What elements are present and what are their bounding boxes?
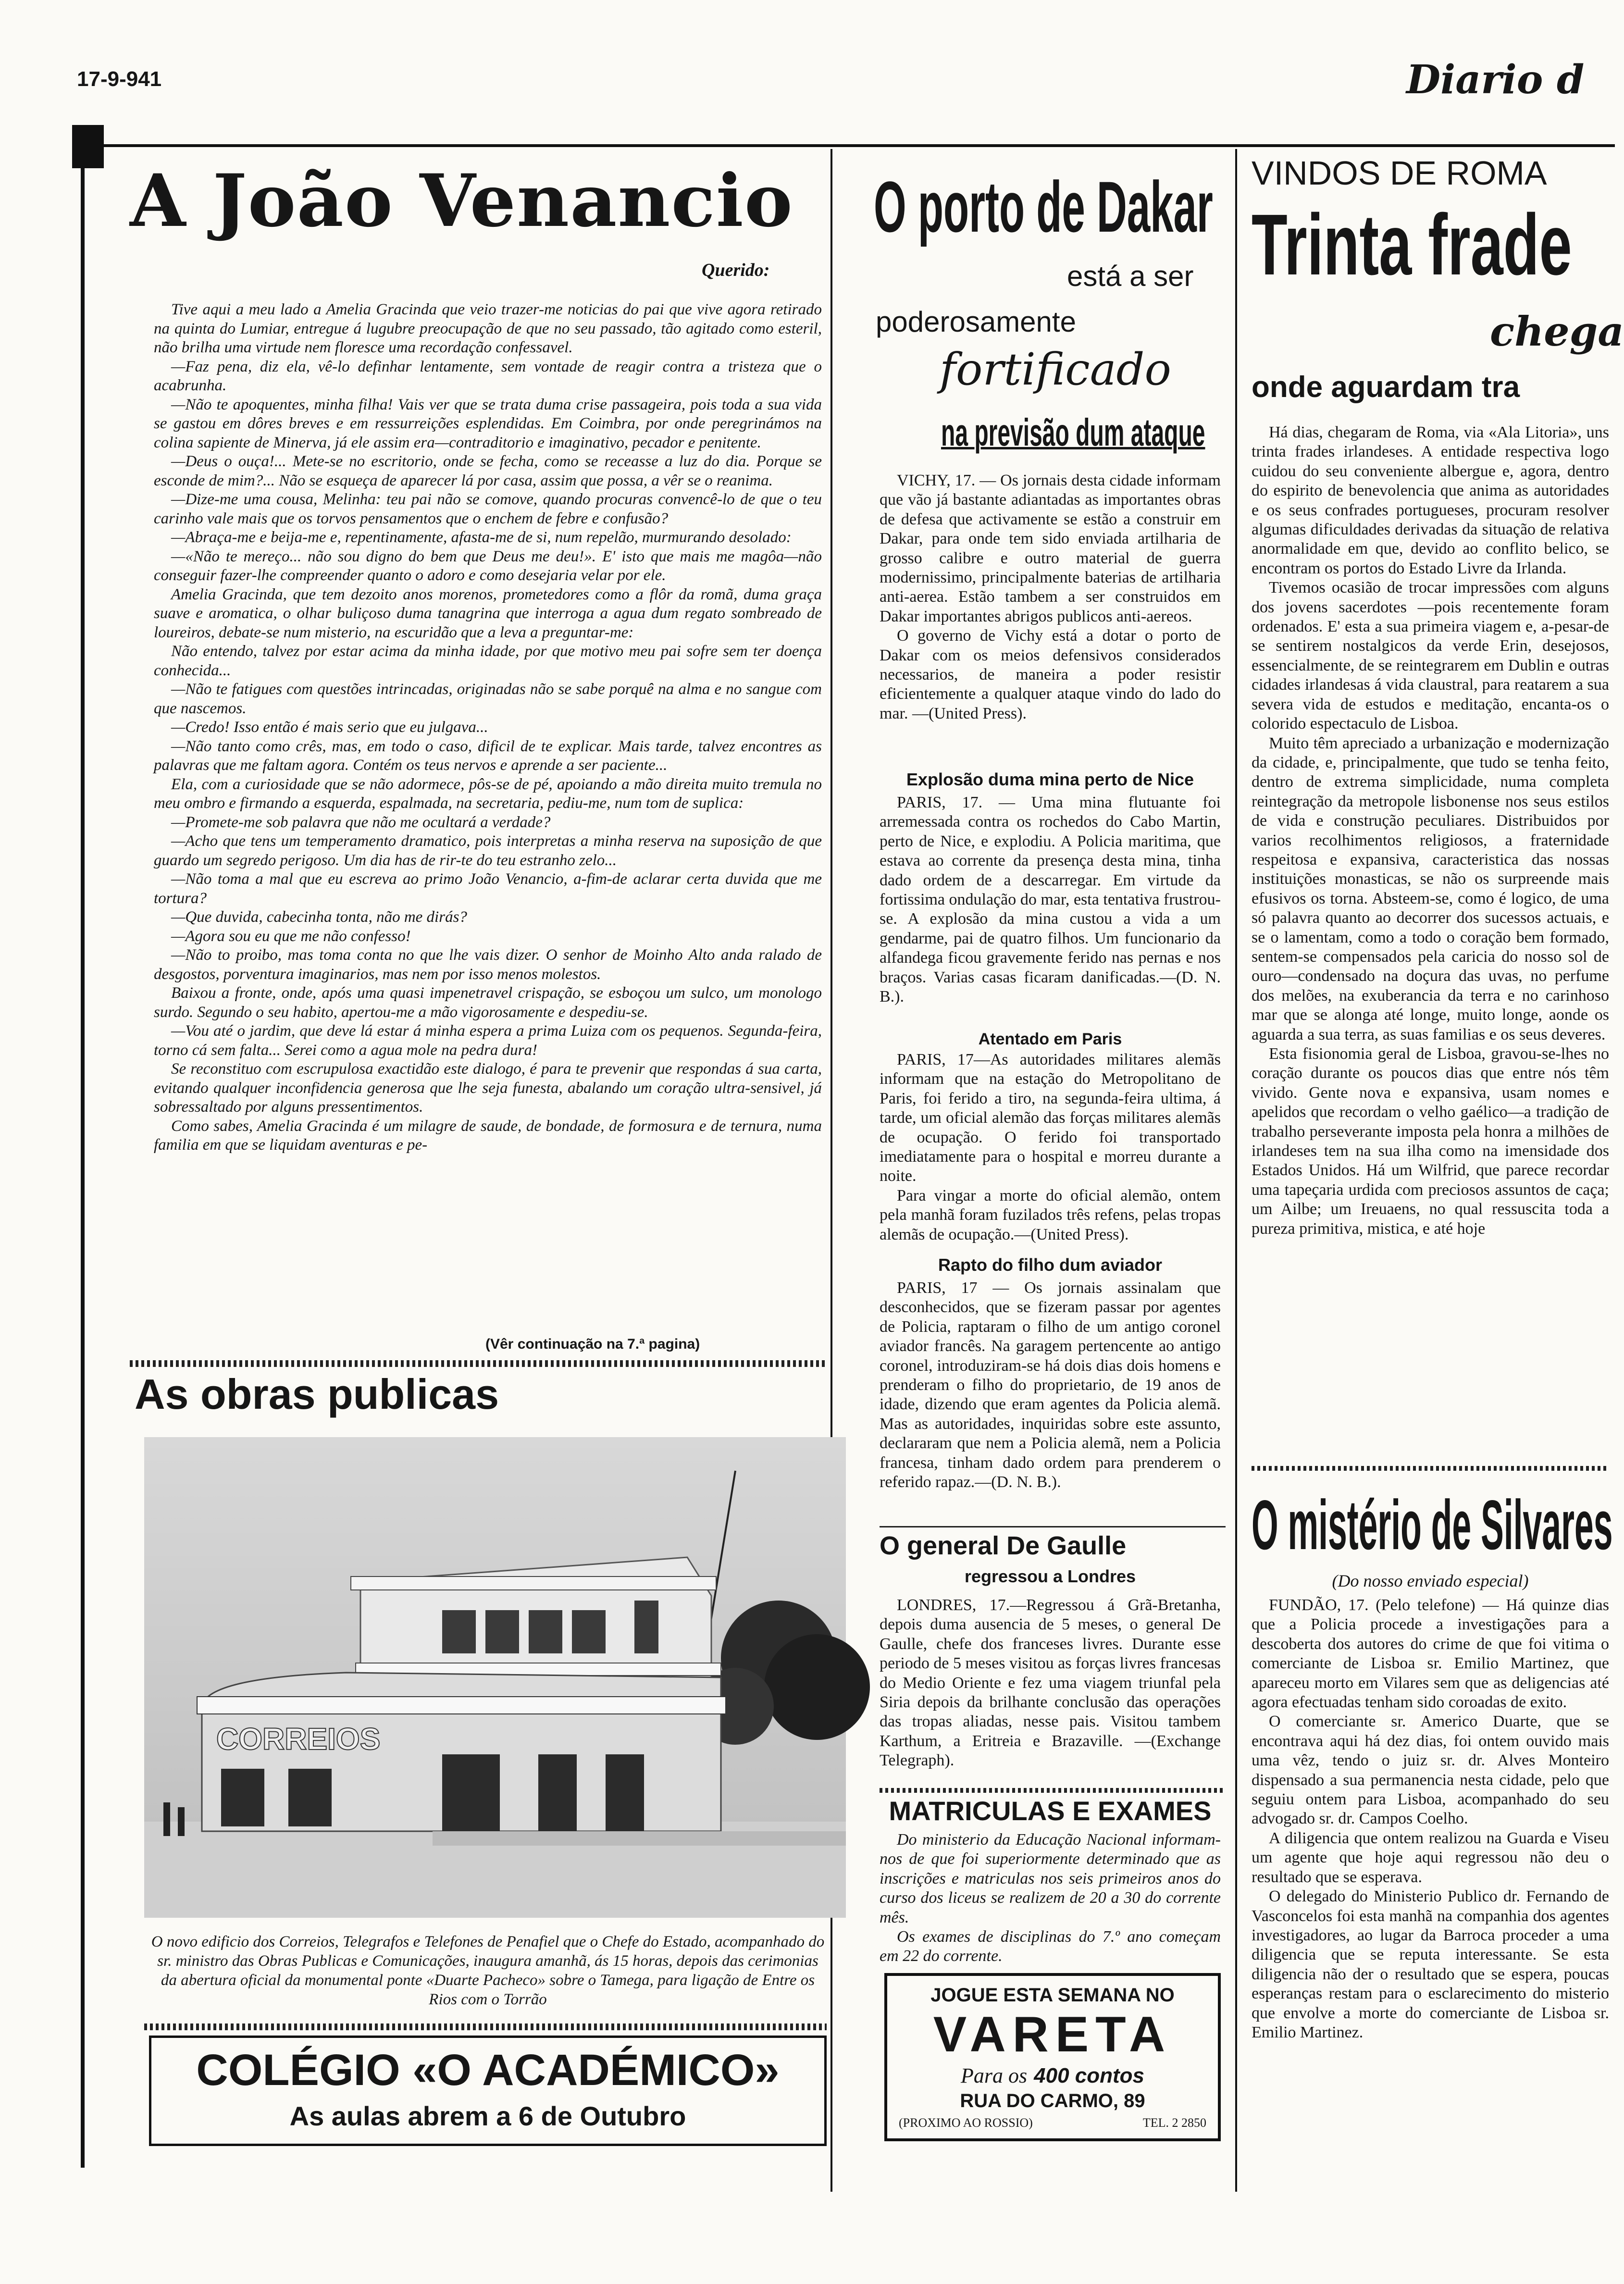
venancio-continuation: (Vêr continuação na 7.ª pagina)	[485, 1336, 700, 1352]
photo-sign: CORREIOS	[216, 1722, 381, 1756]
nice-title: Explosão duma mina perto de Nice	[906, 770, 1194, 789]
paragraph: Para vingar a morte do oficial alemão, ontem pela manhã foram fuzilados três refens, pelas tropas alemãs de ocupação.—(United Press).	[880, 1186, 1221, 1243]
matriculas-title: MATRICULAS E EXAMES	[889, 1796, 1212, 1826]
paragraph: —Abraça-me e beija-me e, repentinamente, afasta-me de si, num repelão, murmurando desolado:	[171, 529, 792, 546]
venancio-salutation: Querido:	[702, 260, 770, 280]
venancio-divider	[130, 1360, 827, 1367]
roma-line3: onde aguardam tra	[1252, 371, 1520, 404]
paragraph: Muito têm apreciado a urbanização e modernização da cidade, e, principalmente, que tudo se tenha feito, dentro de extrema simplicidade, numa completa reintegração da metropole lisbonense nos seus estilos de vida e construção peculiares. Distribuidos por varios recolhimentos religiosos, a fraternidade respeitosa e expansiva, caracteristica das nossas instituições monasticas, se não os surpreende mais efusivos os torna. Absteem-se, como é logico, de uma só palavra quanto ao decorrer dos sucessos actuais, e se o lamentam, como a todo o coração bem formado, sentem-se compensados pela caricia do nosso sol de ouro—condensado na doçura das uvas, no perfume dos melões, na exuberancia da terra e no carinhoso mar que se alonga até longe, muito longe, aonde os aguarda a sua terra, as suas familias e os seus deveres.	[1252, 734, 1609, 1043]
paragraph: —Vou até o jardim, que deve lá estar á minha espera a prima Luiza com os pequenos. Segunda-feira, torno cá sem falta... Serei como a agua mole na pedra dura!	[154, 1022, 822, 1059]
paragraph: O delegado do Ministerio Publico dr. Fernando de Vasconcelos foi esta manhã na companhia dos agentes investigadores, ao lugar da Barroca proceder a uma diligencia que se reputa interessante. Se esta diligencia não der o resultado que se espera, poucas esperanças restam para o esclarecimento do misterio que envolve a morte do comerciante de Lisboa sr. Emilio Martinez.	[1252, 1887, 1609, 2041]
gaulle-subtitle: regressou a Londres	[964, 1566, 1136, 1586]
venancio-title: A João Venancio	[130, 159, 793, 243]
paragraph: Esta fisionomia geral de Lisboa, gravou-se-lhes no coração durante os poucos dias que entre nós têm vivido. Gente nova e expansiva, usam nomes e apelidos que recordam o velho gaélico—a tradição de trabalho perseverante imposta pela honra a milhões de irlandeses tem na sua ilha como na imensidade dos Estados Unidos. Há um Wilfrid, que parece recordar uma tapeçaria urdida com preciosos assuntos de caça; um Ailbe; um Ireuaens, no qual ressuscita toda a pureza primitiva, mistica, e até hoje	[1252, 1045, 1609, 1238]
paragraph: Como sabes, Amelia Gracinda é um milagre de saude, de bondade, de formosura e de ternura, numa familia em que se liquidam aventuras e pe-	[154, 1117, 822, 1154]
nice-body	[880, 793, 1221, 1024]
roma-kicker: VINDOS DE ROMA	[1252, 154, 1547, 192]
silvares-title: O mistério de Silvares	[1252, 1486, 1613, 1564]
dakar-line1: está a ser	[1067, 260, 1194, 292]
vareta-prize: 400 contos	[1034, 2064, 1144, 2087]
colegio-title: COLÉGIO «O ACADÉMICO»	[196, 2046, 780, 2095]
masthead: Diario d	[1406, 57, 1585, 103]
paragraph: —Dize-me uma cousa, Melinha: teu pai não se comove, quando procuras convencê-lo de que o teu carinho vale mais que os torvos pensamentos que o enchem de febre e confusão?	[154, 491, 822, 527]
paragraph: Amelia Gracinda, que tem dezoito anos morenos, prometedores como a flôr da romã, duma graça suave e aromatica, o olhar buliçoso duma tanagrina que interroga a agua dum regato sombreado de loureiros, debate-se num misterio, na escuridão que a leva a preguntar-me:	[154, 585, 822, 641]
roma-title: Trinta frade	[1252, 197, 1572, 293]
paragraph: A diligencia que ontem realizou na Guarda e Viseu um agente que hoje aqui regressou não deu o resultado que se esperava.	[1252, 1829, 1609, 1886]
paragraph: Tivemos ocasião de trocar impressões com alguns dos jovens sacerdotes —pois recentemente foram ordenados. E' esta a sua primeira viagem e, a-pesar-de se sentirem nostalgicos da verde Erin, desejosos, essencialmente, de se reintegrarem em Dublin e outras cidades irlandesas á vida claustral, para reatarem a sua severa vida de estudos e meditação, encanta-os o colorido espectaculo de Lisboa.	[1252, 579, 1609, 733]
vareta-near: (PROXIMO AO ROSSIO)	[899, 2116, 1033, 2130]
paragraph: Ela, com a curiosidade que se não adormece, pôs-se de pé, apoiando a mão direita muito tremula no meu ombro e firmando a esquerda, espalmada, na secretaria, pediu-me, num tom de suplica:	[154, 775, 822, 812]
paragraph: Baixou a fronte, onde, após uma quasi impenetravel crispação, se esboçou um sulco, um monologo surdo. Segundo o seu habito, apertou-me a mão vigorosamente e despediu-se.	[154, 984, 822, 1021]
gaulle-title: O general De Gaulle	[880, 1531, 1127, 1560]
paragraph: Se reconstituo com escrupulosa exactidão este dialogo, é para te prevenir que respondas á sua carta, evitando qualquer inconfidencia generosa que lhe seja funesta, abalando um coração ultra-sensivel, já sobressaltado por alguns pressentimentos.	[154, 1060, 822, 1116]
gaulle-body	[880, 1596, 1221, 1788]
paragraph: —Faz pena, diz ela, vê-lo definhar lentamente, sem vontade de reagir contra a tristeza que o acabrunha.	[154, 358, 822, 394]
paragraph: —Credo! Isso então é mais serio que eu julgava...	[171, 719, 488, 736]
paragraph: —Não toma a mal que eu escreva ao primo João Venancio, a-fim-de aclarar certa duvida que me tortura?	[154, 870, 822, 907]
left-frame-line	[81, 168, 85, 2168]
paragraph: Não entendo, talvez por estar acima da minha idade, por que motivo meu pai sofre sem ter doença conhecida...	[154, 643, 822, 679]
paragraph: —Agora sou eu que me não confesso!	[171, 927, 411, 945]
paragraph: Do ministerio da Educação Nacional informam-nos de que foi superiormente determinado que as inscrições e matriculas nos seis primeiros anos do curso dos liceus se realizem de 20 a 30 do corrente mês.	[880, 1831, 1221, 1926]
paragraph: —Não to proibo, mas toma conta no que lhe vais dizer. O senhor de Moinho Alto anda ralado de desgostos, porventura imaginarios, mas nem por isso menos molestos.	[154, 946, 822, 983]
paragraph: —Não te apoquentes, minha filha! Vais ver que se trata duma crise passageira, pois toda a sua vida se gastou em dôres breves e em ressurreições esplendidas. Em Coimbra, por onde peregrinámos na colina sapiente de Minerva, já ele assim era—contraditorio e imaginativo, pecador e penitente.	[154, 396, 822, 451]
paragraph: —Que duvida, cabecinha tonta, não me dirás?	[171, 908, 467, 926]
roma-title-box	[1252, 197, 1607, 293]
matriculas-body	[880, 1830, 1221, 1965]
dakar-line4-text: na previsão dum ataque	[941, 411, 1205, 454]
dakar-title	[874, 166, 1213, 248]
paragraph: Os exames de disciplinas do 7.º ano começam em 22 do corrente.	[880, 1928, 1221, 1965]
vareta-footer	[887, 2113, 1218, 2130]
roma-line2: chega	[1490, 308, 1624, 355]
obras-caption: O novo edificio dos Correios, Telegrafos e Telefones de Penafiel que o Chefe do Estado, acompanhado do sr. ministro das Obras Publicas e Comunicações, inaugura amanhã, ás 15 horas, depois das cerimonias da abertura oficial da monumental ponte «Duarte Pacheco» sobre o Tamega, para ligação de Entre os Rios com o Torrão	[151, 1933, 825, 2008]
paragraph: O governo de Vichy está a dotar o porto de Dakar com os meios defensivos considerados necessarios, de maneira a poder resistir eficientemente a qualquer ataque vindo do lado do mar. —(United Press).	[880, 627, 1221, 722]
paragraph: —«Não te mereço... não sou digno do bem que Deus me deu!». E' isto que mais me magôa—não conseguir fazer-lhe compreender quanto o adoro e como desejaria velar por ele.	[154, 547, 822, 584]
paragraph: PARIS, 17—As autoridades militares alemãs informam que na estação do Metropolitano de Paris, foi ferido a tiro, na segunda-feira ultima, á tarde, um oficial alemão das forças militares alemãs de ocupação. O ferido foi transportado imediatamente para o hospital e morreu durante a noite.	[880, 1051, 1221, 1185]
colegio-subtitle: As aulas abrem a 6 de Outubro	[289, 2101, 686, 2131]
dakar-line4	[941, 411, 1229, 459]
paragraph: Há dias, chegaram de Roma, via «Ala Litoria», uns trinta frades irlandeses. A entidade respectiva logo cuidou do seu conveniente albergue e, agora, dentro do espirito de benevolencia que anima as autoridades e os seus confrades portugueses, procuram resolver algumas dificuldades derivadas da situação de relativa anormalidade em que, devido ao conflito belico, se encontram os portos do Estado Livre da Irlanda.	[1252, 423, 1609, 577]
paragraph: O comerciante sr. Americo Duarte, que se encontrava aqui há dez dias, foi ontem ouvido mais uma vêz, tendo o juiz sr. dr. Alves Monteiro dispensado a sua permanencia nesta cidade, pelo que seguiu ontem para Lisboa, acompanhado do seu advogado sr. dr. Campos Coelho.	[1252, 1713, 1609, 1828]
column-rule-2	[1235, 149, 1237, 2192]
dakar-line3: fortificado	[940, 344, 1171, 395]
paragraph: FUNDÃO, 17. (Pelo telefone) — Há quinze dias que a Policia procede a investigações para a descoberta dos autores do crime de que foi vitima o comerciante de Lisboa sr. Emilio Martinez, que apareceu morto em Vilares sem que as deligencias até agora efectuadas tenham sido coroadas de exito.	[1252, 1596, 1609, 1712]
atentado-body	[880, 1050, 1221, 1252]
silvares-body	[1252, 1596, 1609, 2172]
rapto-paragraph: PARIS, 17 — Os jornais assinalam que desconhecidos, que se fizeram passar por agentes de Policia, raptaram o filho de um antigo coronel aviador francês. Na garagem pertencente ao antigo coronel, introduziram-se há dois dias dois homens e prenderam o filho do proprietario, de 19 anos de idade, dizendo que eram agentes da Policia alemã. Mas as autoridades, inquiridas sobre este assunto, declararam que nem a Policia alemã, nem a Policia francesa, tinham dado ordem para prenderem o referido rapaz.—(D. N. B.).	[880, 1279, 1221, 1491]
paragraph: —Deus o ouça!... Mete-se no escritorio, onde se fecha, como se receasse a luz do dia. Porque se esconde de mim?... Não se esqueça de aparecer lá por casa, assim que possa, a vêr se o reanima.	[154, 453, 822, 489]
dakar-title-text: O porto de Dakar	[874, 166, 1213, 247]
paragraph: —Acho que tens um temperamento dramatico, pois interpretas a minha reserva na suposição de que guardo um segredo perigoso. Um dia has de rir-te do teu estranho zelo...	[154, 832, 822, 869]
nice-paragraph: PARIS, 17. — Uma mina flutuante foi arremessada contra os rochedos do Cabo Martin, perto de Nice, e explodiu. A Policia maritima, que estava ao corrente da presença desta mina, tinha dado ordem de a descarregar. Em virtude da fortissima ondulação do mar, esta tentativa frustrou-se. A explosão da mina custou a vida a um gendarme, pai de quatro filhos. Um funcionario da alfandega ficou gravemente ferido nas pernas e nos braços. Varias casas ficaram danificadas.—(D. N. B.).	[880, 794, 1221, 1006]
vareta-prize-prefix: Para os	[961, 2064, 1028, 2087]
vareta-name: VARETA	[933, 2007, 1172, 2062]
roma-body	[1252, 423, 1609, 1456]
atentado-title: Atentado em Paris	[978, 1030, 1122, 1048]
vareta-prize-row	[887, 2063, 1218, 2089]
vareta-address: RUA DO CARMO, 89	[960, 2090, 1145, 2111]
obras-divider	[144, 2023, 827, 2030]
obras-title: As obras publicas	[135, 1370, 499, 1418]
paragraph: —Promete-me sob palavra que não me ocultará a verdade?	[171, 813, 551, 831]
rapto-body	[880, 1279, 1221, 1528]
gaulle-paragraph: LONDRES, 17.—Regressou á Grã-Bretanha, depois duma ausencia de 5 meses, o general De Gaulle, chefe dos franceses livres. Durante esse periodo de 5 meses visitou as forças livres francesas do Medio Oriente e fez uma viagem triunfal pela Siria depois da brilhante conclusão das operações das tropas aliadas, nesse pais. Visitou tambem Karthum, a Eritreia e Brazaville. —(Exchange Telegraph).	[880, 1596, 1221, 1770]
left-frame-rule	[72, 125, 104, 168]
page-date: 17-9-941	[77, 67, 162, 91]
gaulle-divider	[880, 1788, 1226, 1793]
paragraph: VICHY, 17. — Os jornais desta cidade informam que vão já bastante adiantadas as importantes obras de defesa que activamente se estão a construir em Dakar, para onde tem sido enviada artilharia de grosso calibre e outro material de guerra modernissimo, principalmente baterias de artilharia anti-aerea. Estão tambem a ser construidos em Dakar importantes abrigos publicos anti-aereos.	[880, 472, 1221, 625]
vareta-tel: TEL. 2 2850	[1142, 2116, 1206, 2130]
top-rule	[72, 144, 1615, 147]
rapto-title: Rapto do filho dum aviador	[938, 1255, 1162, 1275]
roma-divider	[1252, 1466, 1609, 1471]
dakar-body	[880, 471, 1221, 769]
rapto-divider	[880, 1526, 1226, 1527]
paragraph: —Não te fatigues com questões intrincadas, originadas não se sabe porquê na alma e no sangue com que nascemos.	[154, 681, 822, 717]
vareta-line1: JOGUE ESTA SEMANA NO	[930, 1985, 1175, 2006]
vareta-ad	[884, 1973, 1221, 2141]
paragraph: —Não tanto como crês, mas, em todo o caso, dificil de te explicar. Mais tarde, talvez encontres as palavras que me faltam agora. Contém os teus nervos e aprende a ser paciente...	[154, 737, 822, 774]
silvares-kicker: (Do nosso enviado especial)	[1332, 1571, 1529, 1590]
obras-photo	[144, 1437, 846, 1918]
dakar-line2: poderosamente	[876, 306, 1076, 338]
silvares-title-box	[1252, 1485, 1613, 1567]
paragraph: Tive aqui a meu lado a Amelia Gracinda que veio trazer-me noticias do pai que vive agora retirado na quinta do Lumiar, entregue á lugubre preocupação de que no seu passado, tão agitado como esteril, não brilha uma virtude nem floresce uma recordação confessavel.	[154, 301, 822, 356]
post-office-photo	[144, 1437, 846, 1918]
venancio-body	[154, 300, 822, 1319]
